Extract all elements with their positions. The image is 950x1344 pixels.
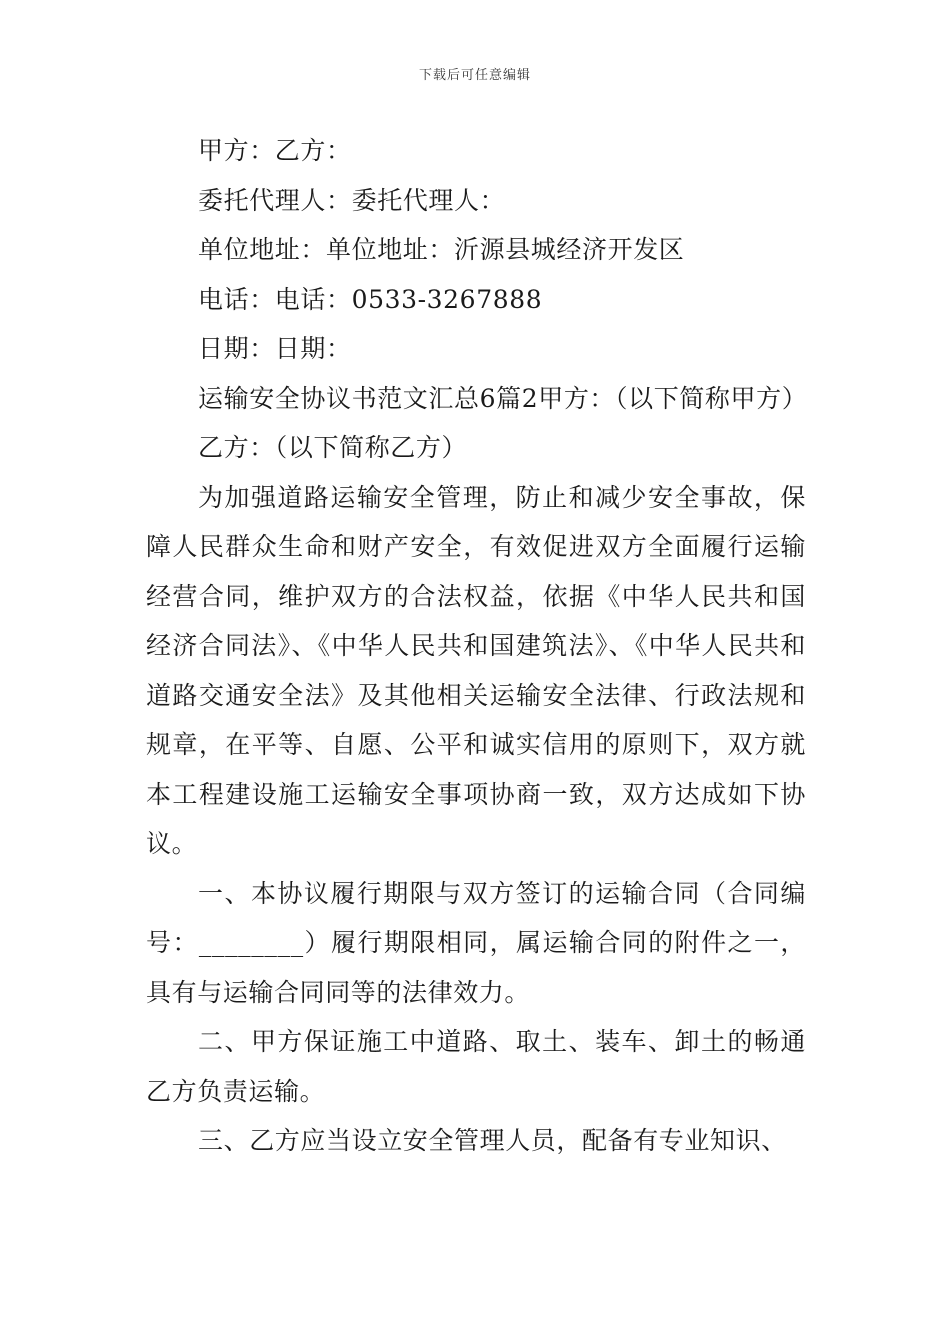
- preamble-paragraph: 为加强道路运输安全管理，防止和减少安全事故，保障人民群众生命和财产安全，有效促进双方全面履行运输经营合同，维护双方的合法权益，依据《中华人民共和国经济合同法》、《中华人民共和国建筑法》、《中华人民共和道路交通安全法》及其他相关运输安全法律、行政法规和规章，在平等、自愿、公平和诚实信用的原则下，双方就本工程建设施工运输安全事项协商一致，双方达成如下协议。: [146, 482, 806, 858]
- date-line: 日期：日期：: [198, 334, 352, 363]
- document-body: [146, 126, 806, 1166]
- clause-1: 一、本协议履行期限与双方签订的运输合同（合同编号：________）履行期限相同，属运输合同的附件之一，具有与运输合同同等的法律效力。: [146, 878, 806, 1007]
- party-line: 甲方：乙方：: [198, 136, 352, 165]
- clause-3: 三、乙方应当设立安全管理人员，配备有专业知识、: [198, 1126, 787, 1155]
- agreement-title-party-a: 运输安全协议书范文汇总6篇2甲方：（以下简称甲方）: [198, 383, 808, 413]
- page-header-note: 下载后可任意编辑: [418, 68, 531, 83]
- agent-line: 委托代理人：委托代理人：: [198, 185, 506, 215]
- clause-2: 二、甲方保证施工中道路、取土、装车、卸土的畅通乙方负责运输。: [146, 1027, 806, 1106]
- address-line: 单位地址：单位地址：沂源县城经济开发区: [198, 235, 685, 264]
- party-b-line: 乙方：（以下简称乙方）: [198, 433, 468, 462]
- phone-line: 电话：电话：0533-3267888: [198, 284, 543, 314]
